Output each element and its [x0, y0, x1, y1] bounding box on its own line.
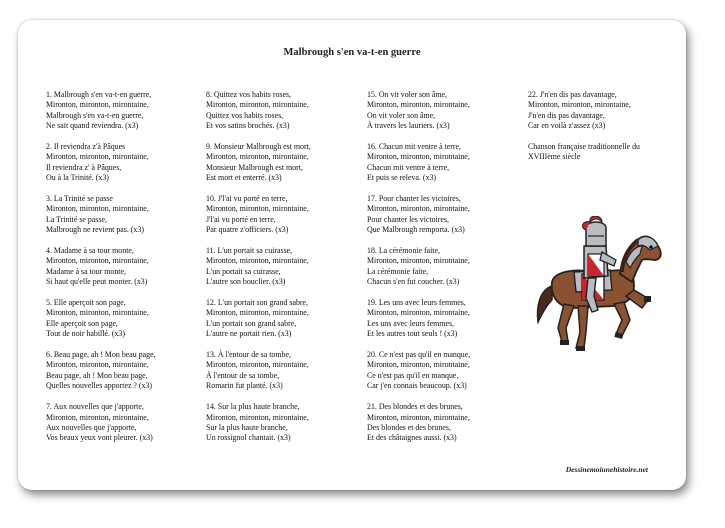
lyric-line: Mironton, mironton, mirontaine, — [46, 204, 149, 214]
lyrics-column-1 — [46, 90, 204, 454]
lyric-line: 2. Il reviendra z'à Pâques — [46, 142, 126, 152]
lyric-line: Mironton, mironton, mirontaine, — [46, 412, 149, 422]
stanza — [46, 246, 204, 288]
lyric-line: 9. Monsieur Malbrough est mort, — [206, 142, 311, 152]
lyric-line: Mironton, mironton, mirontaine, — [367, 100, 470, 110]
lyric-line: Monsieur Malbrough est mort, — [206, 162, 303, 172]
stanza — [206, 194, 364, 236]
lyric-line: Mironton, mironton, mirontaine, — [46, 100, 149, 110]
lyric-line: Ce n'est pas qu'il en manque, — [367, 370, 459, 380]
stanza — [46, 90, 204, 132]
lyric-line: Mironton, mironton, mirontaine, — [367, 308, 470, 318]
lyric-line: Et vos satins brochés. (x3) — [206, 121, 290, 131]
song-origin-note — [528, 142, 686, 163]
stanza — [367, 142, 525, 184]
lyric-line: Quelles nouvelles apportez ? (x3) — [46, 381, 153, 391]
lyric-line: 11. L'un portait sa cuirasse, — [206, 246, 293, 256]
lyric-line: Mironton, mironton, mirontaine, — [367, 360, 470, 370]
stanza — [46, 194, 204, 236]
lyrics-column-3 — [367, 90, 525, 454]
lyric-line: 10. J'l'ai vu porté en terre, — [206, 194, 288, 204]
stanza — [367, 90, 525, 132]
lyric-line: Malbrough ne revient pas. (x3) — [46, 225, 144, 235]
lyric-line: 3. La Trinité se passe — [46, 194, 113, 204]
lyric-line: Mironton, mironton, mirontaine, — [206, 256, 309, 266]
lyric-line: Mironton, mironton, mirontaine, — [206, 308, 309, 318]
lyric-line: 14. Sur la plus haute branche, — [206, 402, 300, 412]
lyric-line: La cérémonie faite, — [367, 266, 429, 276]
lyric-line: 1. Malbrough s'en va-t-en guerre, — [46, 90, 152, 99]
lyric-line: Mironton, mironton, mirontaine, — [367, 204, 470, 214]
lyric-line: Mironton, mironton, mirontaine, — [206, 152, 309, 162]
lyric-line: 8. Quittez vos habits roses, — [206, 90, 292, 99]
lyric-line: Mironton, mironton, mirontaine, — [46, 360, 149, 370]
lyric-line: Il reviendra z' à Pâques, — [46, 162, 122, 172]
stanza — [367, 298, 525, 340]
lyric-line: Des blondes et des brunes, — [367, 422, 451, 432]
lyric-line: Un rossignol chantait. (x3) — [206, 433, 291, 443]
page-card — [18, 20, 686, 490]
lyric-line: Mironton, mironton, mirontaine, — [46, 152, 149, 162]
stanza — [46, 350, 204, 392]
lyric-line: Mironton, mironton, mirontaine, — [367, 412, 470, 422]
lyric-line: Sur la plus haute branche, — [206, 422, 288, 432]
lyric-line: Car j'en connais beaucoup. (x3) — [367, 381, 467, 391]
lyric-line: Malbrough s'en va-t-en guerre, — [46, 110, 144, 120]
lyric-line: Mironton, mironton, mirontaine, — [206, 100, 309, 110]
lyric-line: Mironton, mironton, mirontaine, — [206, 412, 309, 422]
lyric-line: Si haut qu'elle peut monter. (x3) — [46, 277, 148, 287]
lyric-line: Mironton, mironton, mirontaine, — [206, 360, 309, 370]
lyric-line: L'un portait sa cuirasse, — [206, 266, 281, 276]
stanza — [46, 142, 204, 184]
lyric-line: Chacun mit ventre à terre, — [367, 162, 450, 172]
lyric-line: 7. Aux nouvelles que j'apporte, — [46, 402, 144, 412]
lyric-line: 20. Ce n'est pas qu'il en manque, — [367, 350, 471, 360]
lyric-line: 12. L'un portait son grand sabre, — [206, 298, 309, 308]
lyric-line: Et des châtaignes aussi. (x3) — [367, 433, 457, 443]
lyric-line: Est mort et enterré. (x3) — [206, 173, 282, 183]
lyric-line: Beau page, ah ! Mon beau page, — [46, 370, 148, 380]
lyric-line: Ne sait quand reviendra. (x3) — [46, 121, 139, 131]
lyric-line: Mironton, mironton, mirontaine, — [528, 100, 631, 110]
lyric-line: Ou à la Trinité. (x3) — [46, 173, 109, 183]
lyric-line: 18. La cérémonie faite, — [367, 246, 440, 256]
lyric-line: Que Malbrough remporta. (x3) — [367, 225, 465, 235]
lyric-line: À l'entour de sa tombe, — [206, 370, 280, 380]
knight-on-horse-icon — [530, 216, 666, 362]
lyric-line: 16. Chacun mit ventre à terre, — [367, 142, 461, 152]
lyric-line: Madame à sa tour monte, — [46, 266, 126, 276]
lyric-line: La Trinité se passe, — [46, 214, 107, 224]
stanza — [206, 142, 364, 184]
lyric-line: 19. Les uns avec leurs femmes, — [367, 298, 466, 308]
lyric-line: Et puis se releva. (x3) — [367, 173, 437, 183]
lyrics-column-4 — [528, 90, 686, 163]
stanza — [367, 246, 525, 288]
lyrics-column-2 — [206, 90, 364, 454]
lyric-line: J'n'en dis pas davantage, — [528, 110, 605, 120]
lyric-line: Mironton, mironton, mirontaine, — [206, 204, 309, 214]
lyric-line: Et les autres tout seuls ! (x3) — [367, 329, 458, 339]
lyric-line: On vit voler son âme, — [367, 110, 436, 120]
lyric-line: L'un portait son grand sabre, — [206, 318, 297, 328]
lyric-line: Mironton, mironton, mirontaine, — [46, 308, 149, 318]
note-line: Chanson française traditionnelle du — [528, 142, 640, 152]
lyric-line: J'l'ai vu porté en terre, — [206, 214, 276, 224]
lyric-line: Pour chanter les victoires, — [367, 214, 449, 224]
note-line: XVIIIème siècle — [528, 152, 581, 162]
lyric-line: 15. On vit voler son âme, — [367, 90, 447, 99]
lyric-line: Car en voilà z'assez (x3) — [528, 121, 606, 131]
lyric-line: L'autre ne portait rien. (x3) — [206, 329, 292, 339]
lyric-line: Elle aperçoit son page, — [46, 318, 118, 328]
stanza — [206, 90, 364, 132]
stanza — [367, 194, 525, 236]
site-credit: Dessinemoiunehistoire.net — [565, 465, 648, 474]
lyric-line: Romarin fut planté. (x3) — [206, 381, 283, 391]
stanza — [367, 402, 525, 444]
lyric-line: Mironton, mironton, mirontaine, — [367, 152, 470, 162]
stanza — [206, 246, 364, 288]
lyric-line: L'autre son bouclier. (x3) — [206, 277, 286, 287]
lyric-line: 6. Beau page, ah ! Mon beau page, — [46, 350, 156, 360]
lyric-line: À travers les lauriers. (x3) — [367, 121, 450, 131]
lyric-line: 13. À l'entour de sa tombe, — [206, 350, 291, 360]
lyric-line: 22. J'n'en dis pas davantage, — [528, 90, 617, 99]
lyric-line: 21. Des blondes et des brunes, — [367, 402, 463, 412]
stanza — [206, 298, 364, 340]
stanza — [206, 402, 364, 444]
lyric-line: Les uns avec leurs femmes, — [367, 318, 454, 328]
lyric-line: 4. Madame à sa tour monte, — [46, 246, 134, 256]
lyric-line: 17. Pour chanter les victoires, — [367, 194, 461, 204]
lyric-line: Mironton, mironton, mirontaine, — [46, 256, 149, 266]
stanza — [367, 350, 525, 392]
lyric-line: Vos beaux yeux vont pleurer. (x3) — [46, 433, 153, 443]
lyric-line: 5. Elle aperçoit son page, — [46, 298, 126, 308]
stanza — [46, 298, 204, 340]
lyric-line: Mironton, mironton, mirontaine, — [367, 256, 470, 266]
lyric-line: Quittez vos habits roses, — [206, 110, 284, 120]
stanza — [528, 90, 686, 132]
lyric-line: Chacun s'en fut coucher. (x3) — [367, 277, 460, 287]
stanza — [206, 350, 364, 392]
page-title: Malbrough s'en va-t-en guerre — [283, 47, 421, 58]
lyric-line: Tout de noir habillé. (x3) — [46, 329, 125, 339]
stanza — [46, 402, 204, 444]
lyric-line: Aux nouvelles que j'apporte, — [46, 422, 137, 432]
lyric-line: Par quatre z'officiers. (x3) — [206, 225, 289, 235]
